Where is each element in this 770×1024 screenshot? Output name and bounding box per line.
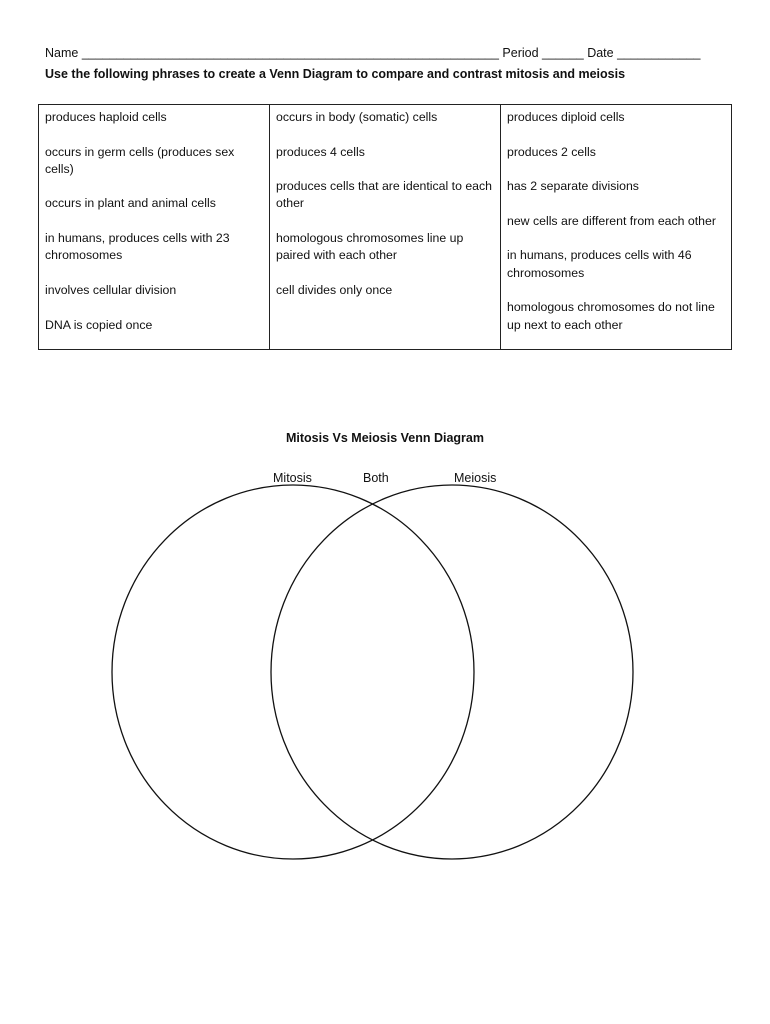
venn-label-meiosis: Meiosis	[454, 471, 497, 485]
venn-diagram-title: Mitosis Vs Meiosis Venn Diagram	[286, 431, 484, 445]
phrase-item: produces cells that are identical to each other	[276, 179, 493, 211]
instructions: Use the following phrases to create a Venn Diagram to compare and contrast mitosis and meiosis	[45, 67, 626, 81]
phrase-item: occurs in germ cells (produces sex cells)	[45, 144, 235, 176]
phrase-item: new cells are different from each other	[507, 213, 716, 228]
phrase-item: occurs in plant and animal cells	[45, 196, 216, 211]
phrase-item: homologous chromosomes do not line up next to each other	[507, 300, 715, 332]
meiosis-circle	[271, 485, 633, 859]
phrase-item: in humans, produces cells with 23 chromosomes	[45, 231, 230, 263]
phrase-item: cell divides only once	[276, 282, 393, 297]
venn-label-both: Both	[363, 471, 389, 485]
phrase-item: in humans, produces cells with 46 chromosomes	[507, 248, 692, 280]
phrase-item: has 2 separate divisions	[507, 179, 639, 194]
phrase-item: occurs in body (somatic) cells	[276, 110, 438, 124]
phrase-item: DNA is copied once	[45, 317, 153, 332]
phrase-item: homologous chromosomes line up paired with each other	[276, 231, 464, 263]
phrase-item: involves cellular division	[45, 282, 177, 297]
phrase-item: produces haploid cells	[45, 110, 167, 124]
phrase-item: produces 4 cells	[276, 144, 365, 159]
venn-label-mitosis: Mitosis	[273, 471, 312, 485]
phrase-item: produces 2 cells	[507, 144, 596, 159]
name-period-date-line: Name ____________________________________________________________ Period ______ Date ____________	[45, 46, 701, 60]
mitosis-circle	[112, 485, 474, 859]
phrase-item: produces diploid cells	[507, 110, 625, 124]
